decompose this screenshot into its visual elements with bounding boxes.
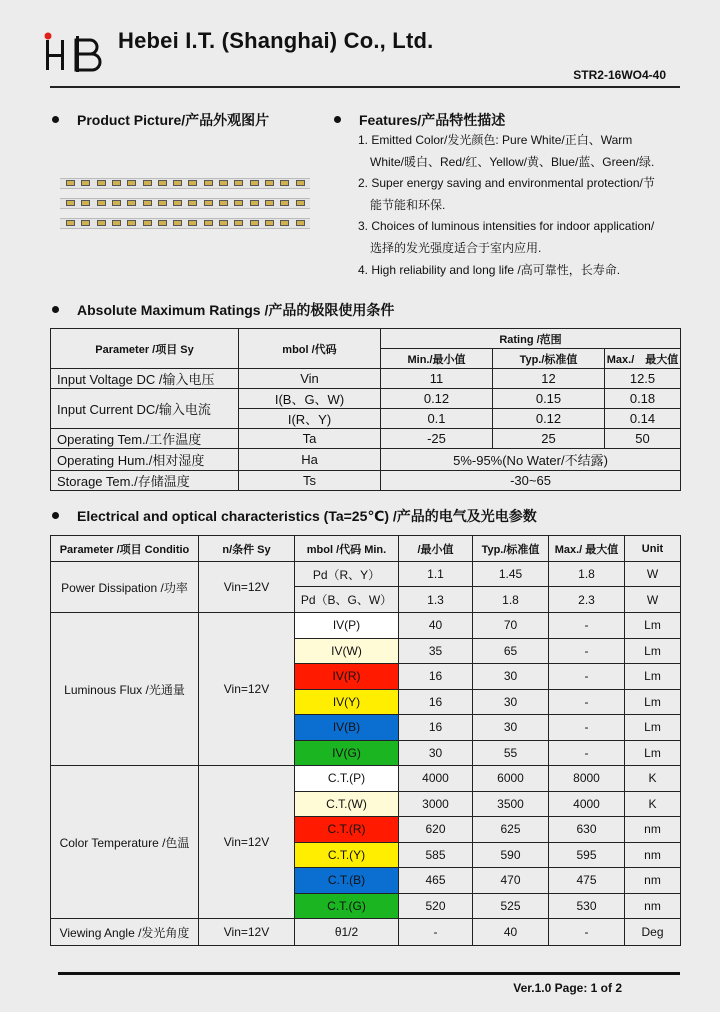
led-chip: [219, 200, 228, 206]
led-strip-3: [60, 218, 310, 229]
typ-cell: 625: [473, 817, 549, 843]
led-chip: [97, 180, 106, 186]
led-chip: [173, 200, 182, 206]
feature-1a: 1. Emitted Color/发光颜色: Pure White/正白、Warm: [358, 133, 633, 147]
unit-cell: Lm: [625, 638, 681, 664]
min-cell: 40: [399, 613, 473, 639]
led-chip: [280, 220, 289, 226]
param-cell: Operating Hum./相对湿度: [51, 449, 239, 471]
led-chip: [66, 220, 75, 226]
max-cell: 530: [549, 893, 625, 919]
symbol-cell: Ta: [239, 429, 381, 449]
condition-cell: Vin=12V: [199, 562, 295, 613]
min-cell: 30: [399, 740, 473, 766]
unit-cell: Lm: [625, 715, 681, 741]
typ-cell: 6000: [473, 766, 549, 792]
led-chip: [112, 180, 121, 186]
max-cell: 8000: [549, 766, 625, 792]
abs-hdr-symbol: mbol /代码: [239, 329, 381, 369]
symbol-cell: C.T.(Y): [295, 842, 399, 868]
symbol-cell: IV(Y): [295, 689, 399, 715]
typ-cell: 0.12: [493, 409, 605, 429]
el-hdr-condition: n/条件 Sy: [199, 536, 295, 562]
table-row: [51, 369, 681, 389]
abs-hdr-rating: Rating /范围: [381, 329, 681, 349]
param-cell: Input Current DC/输入电流: [51, 389, 239, 429]
led-chip: [280, 200, 289, 206]
max-cell: 0.18: [605, 389, 681, 409]
led-chip: [81, 200, 90, 206]
led-chip: [296, 220, 305, 226]
param-cell: Power Dissipation /功率: [51, 562, 199, 613]
condition-cell: Vin=12V: [199, 613, 295, 766]
page-footer: Ver.1.0 Page: 1 of 2: [513, 981, 622, 995]
led-chip: [173, 180, 182, 186]
range-cell: -30~65: [381, 471, 681, 491]
min-cell: 3000: [399, 791, 473, 817]
symbol-cell: IV(W): [295, 638, 399, 664]
min-cell: 16: [399, 664, 473, 690]
feature-4: 4. High reliability and long life /高可靠性，长寿命.: [358, 262, 621, 277]
led-chip: [127, 220, 136, 226]
table-row: [51, 389, 681, 409]
led-chip: [158, 200, 167, 206]
abs-hdr-parameter: Parameter /项目 Sy: [51, 329, 239, 369]
symbol-cell: Pd（R、Y）: [295, 562, 399, 587]
typ-cell: 30: [473, 664, 549, 690]
led-chip: [127, 180, 136, 186]
typ-cell: 12: [493, 369, 605, 389]
el-hdr-parameter: Parameter /项目 Conditio: [51, 536, 199, 562]
max-cell: -: [549, 664, 625, 690]
typ-cell: 30: [473, 689, 549, 715]
led-chip: [234, 200, 243, 206]
max-cell: -: [549, 740, 625, 766]
company-logo: [42, 26, 108, 72]
led-chip: [204, 220, 213, 226]
typ-cell: 0.15: [493, 389, 605, 409]
feature-1b: White/暖白、Red/红、Yellow/黄、Blue/蓝、Green/绿.: [370, 154, 655, 169]
param-cell: Storage Tem./存储温度: [51, 471, 239, 491]
min-cell: 0.12: [381, 389, 493, 409]
led-chip: [265, 200, 274, 206]
led-chip: [97, 200, 106, 206]
symbol-cell: C.T.(R): [295, 817, 399, 843]
led-chip: [158, 220, 167, 226]
abs-hdr-max: Max./ 最大值: [605, 349, 681, 369]
features-title: Features/产品特性描述: [334, 110, 505, 130]
min-cell: 16: [399, 689, 473, 715]
typ-cell: 55: [473, 740, 549, 766]
unit-cell: nm: [625, 842, 681, 868]
max-cell: 1.8: [549, 562, 625, 587]
led-strip-2: [60, 198, 310, 209]
table-row: [51, 429, 681, 449]
symbol-cell: IV(P): [295, 613, 399, 639]
unit-cell: Lm: [625, 613, 681, 639]
led-chip: [234, 180, 243, 186]
min-cell: -25: [381, 429, 493, 449]
param-cell: Luminous Flux /光通量: [51, 613, 199, 766]
unit-cell: W: [625, 562, 681, 587]
led-chip: [265, 220, 274, 226]
symbol-cell: I(R、Y): [239, 409, 381, 429]
min-cell: -: [399, 919, 473, 946]
max-cell: -: [549, 613, 625, 639]
param-cell: Input Voltage DC /输入电压: [51, 369, 239, 389]
led-chip: [204, 180, 213, 186]
electrical-table: [50, 535, 681, 946]
el-hdr-min: /最小值: [399, 536, 473, 562]
typ-cell: 70: [473, 613, 549, 639]
el-hdr-symbol: mbol /代码 Min.: [295, 536, 399, 562]
table-row: [51, 766, 681, 792]
led-chip: [250, 180, 259, 186]
led-chip: [250, 220, 259, 226]
table-row: [51, 919, 681, 946]
min-cell: 0.1: [381, 409, 493, 429]
table-row: [51, 613, 681, 639]
symbol-cell: C.T.(G): [295, 893, 399, 919]
led-chip: [66, 200, 75, 206]
typ-cell: 470: [473, 868, 549, 894]
min-cell: 35: [399, 638, 473, 664]
led-chip: [204, 200, 213, 206]
min-cell: 585: [399, 842, 473, 868]
abs-hdr-typ: Typ./标准值: [493, 349, 605, 369]
led-chip: [188, 220, 197, 226]
part-number: STR2-16WO4-40: [573, 68, 666, 82]
features-list: [358, 130, 688, 281]
unit-cell: nm: [625, 817, 681, 843]
max-cell: 630: [549, 817, 625, 843]
el-hdr-typ: Typ./标准值: [473, 536, 549, 562]
led-chip: [66, 180, 75, 186]
max-cell: -: [549, 638, 625, 664]
symbol-cell: C.T.(P): [295, 766, 399, 792]
max-cell: 50: [605, 429, 681, 449]
header-divider: [50, 86, 680, 88]
unit-cell: nm: [625, 893, 681, 919]
typ-cell: 1.8: [473, 587, 549, 613]
unit-cell: Lm: [625, 664, 681, 690]
condition-cell: Vin=12V: [199, 919, 295, 946]
led-chip: [188, 180, 197, 186]
typ-cell: 65: [473, 638, 549, 664]
led-chip: [234, 220, 243, 226]
led-chip: [219, 220, 228, 226]
led-chip: [188, 200, 197, 206]
abs-hdr-min: Min./最小值: [381, 349, 493, 369]
symbol-cell: I(B、G、W): [239, 389, 381, 409]
abs-max-title: Absolute Maximum Ratings /产品的极限使用条件: [52, 300, 394, 320]
electrical-title: Electrical and optical characteristics (Ta=25℃) /产品的电气及光电参数: [52, 506, 537, 526]
feature-2a: 2. Super energy saving and environmental protection/节: [358, 176, 655, 191]
symbol-cell: Ha: [239, 449, 381, 471]
table-row: [51, 471, 681, 491]
symbol-cell: Vin: [239, 369, 381, 389]
led-chip: [250, 200, 259, 206]
led-chip: [97, 220, 106, 226]
led-chip: [158, 180, 167, 186]
abs-max-table: [50, 328, 681, 491]
feature-2b: 能节能和环保.: [370, 197, 446, 212]
led-chip: [143, 220, 152, 226]
company-name: Hebei I.T. (Shanghai) Co., Ltd.: [118, 28, 434, 53]
led-chip: [280, 180, 289, 186]
led-chip: [296, 200, 305, 206]
unit-cell: K: [625, 766, 681, 792]
led-strip-1: [60, 178, 310, 189]
max-cell: 0.14: [605, 409, 681, 429]
el-hdr-max: Max./ 最大值: [549, 536, 625, 562]
symbol-cell: C.T.(B): [295, 868, 399, 894]
typ-cell: 590: [473, 842, 549, 868]
led-chip: [112, 220, 121, 226]
symbol-cell: IV(R): [295, 664, 399, 690]
led-chip: [143, 180, 152, 186]
symbol-cell: θ1/2: [295, 919, 399, 946]
unit-cell: W: [625, 587, 681, 613]
max-cell: 2.3: [549, 587, 625, 613]
min-cell: 465: [399, 868, 473, 894]
symbol-cell: C.T.(W): [295, 791, 399, 817]
min-cell: 16: [399, 715, 473, 741]
typ-cell: 30: [473, 715, 549, 741]
table-row: [51, 449, 681, 471]
unit-cell: K: [625, 791, 681, 817]
symbol-cell: Pd（B、G、W）: [295, 587, 399, 613]
min-cell: 1.3: [399, 587, 473, 613]
symbol-cell: IV(G): [295, 740, 399, 766]
unit-cell: Deg: [625, 919, 681, 946]
led-chip: [173, 220, 182, 226]
symbol-cell: Ts: [239, 471, 381, 491]
table-row: [51, 562, 681, 587]
typ-cell: 525: [473, 893, 549, 919]
max-cell: -: [549, 715, 625, 741]
max-cell: 595: [549, 842, 625, 868]
typ-cell: 40: [473, 919, 549, 946]
el-hdr-unit: Unit: [625, 536, 681, 562]
feature-3b: 选择的发光强度适合于室内应用.: [370, 240, 542, 255]
led-chip: [127, 200, 136, 206]
led-chip: [81, 220, 90, 226]
led-chip: [81, 180, 90, 186]
max-cell: -: [549, 919, 625, 946]
led-chip: [296, 180, 305, 186]
unit-cell: Lm: [625, 689, 681, 715]
max-cell: 4000: [549, 791, 625, 817]
param-cell: Viewing Angle /发光角度: [51, 919, 199, 946]
min-cell: 520: [399, 893, 473, 919]
min-cell: 4000: [399, 766, 473, 792]
max-cell: 475: [549, 868, 625, 894]
product-picture-title: Product Picture/产品外观图片: [52, 110, 269, 130]
condition-cell: Vin=12V: [199, 766, 295, 919]
max-cell: 12.5: [605, 369, 681, 389]
led-chip: [143, 200, 152, 206]
min-cell: 1.1: [399, 562, 473, 587]
footer-divider: [58, 972, 680, 975]
typ-cell: 25: [493, 429, 605, 449]
feature-3a: 3. Choices of luminous intensities for indoor application/: [358, 219, 655, 234]
led-chip: [219, 180, 228, 186]
unit-cell: nm: [625, 868, 681, 894]
param-cell: Color Temperature /色温: [51, 766, 199, 919]
led-chip: [265, 180, 274, 186]
unit-cell: Lm: [625, 740, 681, 766]
range-cell: 5%-95%(No Water/不结露): [381, 449, 681, 471]
typ-cell: 1.45: [473, 562, 549, 587]
symbol-cell: IV(B): [295, 715, 399, 741]
param-cell: Operating Tem./工作温度: [51, 429, 239, 449]
min-cell: 620: [399, 817, 473, 843]
typ-cell: 3500: [473, 791, 549, 817]
min-cell: 11: [381, 369, 493, 389]
max-cell: -: [549, 689, 625, 715]
led-chip: [112, 200, 121, 206]
